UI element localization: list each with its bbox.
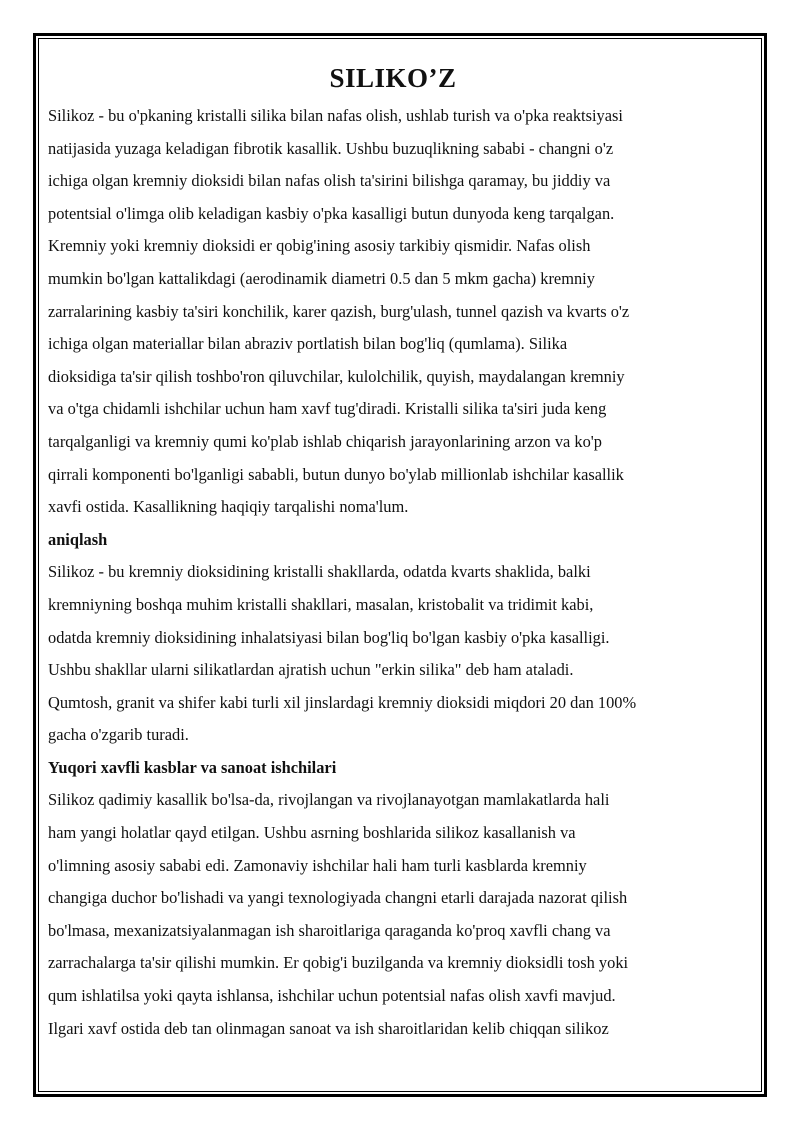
paragraph-line: mumkin bo'lgan kattalikdagi (aerodinamik diametri 0.5 dan 5 mkm gacha) kremniy [48, 268, 595, 288]
paragraph-line: bo'lmasa, mexanizatsiyalanmagan ish sharoitlariga qaraganda ko'proq xavfli chang va [48, 920, 611, 940]
paragraph-line: kremniyning boshqa muhim kristalli shakllari, masalan, kristobalit va tridimit kabi, [48, 594, 594, 614]
paragraph-line: ham yangi holatlar qayd etilgan. Ushbu asrning boshlarida silikoz kasallanish va [48, 823, 576, 843]
paragraph-intro [48, 100, 738, 524]
section-heading-definition: aniqlash [48, 529, 108, 549]
paragraph-line: tarqalganligi va kremniy qumi ko'plab ishlab chiqarish jarayonlarining arzon va ko'p [48, 431, 602, 451]
section-heading-occupations: Yuqori xavfli kasblar va sanoat ishchilari [48, 757, 337, 777]
document-body [48, 58, 738, 1045]
paragraph-line: natijasida yuzaga keladigan fibrotik kasallik. Ushbu buzuqlikning sababi - changni o'z [48, 138, 614, 158]
paragraph-line: zarrachalarga ta'sir qilishi mumkin. Er qobig'i buzilganda va kremniy dioksidli tosh yoki [48, 953, 629, 973]
paragraph-line: changiga duchor bo'lishadi va yangi texnologiyada changni etarli darajada nazorat qilish [48, 888, 628, 908]
paragraph-line: zarralarining kasbiy ta'siri konchilik, karer qazish, burg'ulash, tunnel qazish va kvarts o'z [48, 301, 630, 321]
paragraph-line: Silikoz - bu kremniy dioksidining kristalli shakllarda, odatda kvarts shaklida, balki [48, 562, 591, 582]
paragraph-line: Silikoz qadimiy kasallik bo'lsa-da, rivojlangan va rivojlanayotgan mamlakatlarda hali [48, 790, 610, 810]
paragraph-line: Silikoz - bu o'pkaning kristalli silika bilan nafas olish, ushlab turish va o'pka reaktsiyasi [48, 106, 623, 125]
paragraph-line: odatda kremniy dioksidining inhalatsiyasi bilan bog'liq bo'lgan kasbiy o'pka kasalligi. [48, 627, 610, 647]
paragraph-line: qirrali komponenti bo'lganligi sababli, butun dunyo bo'ylab millionlab ishchilar kasallik [48, 464, 624, 484]
paragraph-line: ichiga olgan materiallar bilan abraziv portlatish bilan bog'liq (qumlama). Silika [48, 334, 568, 354]
paragraph-line: o'limning asosiy sababi edi. Zamonaviy ishchilar hali ham turli kasblarda kremniy [48, 855, 587, 875]
paragraph-line: dioksidiga ta'sir qilish toshbo'ron qiluvchilar, kulolchilik, quyish, maydalangan kremniy [48, 366, 625, 386]
paragraph-line: Kremniy yoki kremniy dioksidi er qobig'ining asosiy tarkibiy qismidir. Nafas olish [48, 236, 591, 256]
paragraph-line: qum ishlatilsa yoki qayta ishlansa, ishchilar uchun potentsial nafas olish xavfi mavjud. [48, 986, 616, 1006]
document-title: SILIKO’Z [329, 63, 457, 93]
paragraph-occupations [48, 784, 738, 1045]
paragraph-line: xavfi ostida. Kasallikning haqiqiy tarqalishi noma'lum. [48, 497, 409, 517]
paragraph-line: gacha o'zgarib turadi. [48, 725, 189, 745]
paragraph-line: Ushbu shakllar ularni silikatlardan ajratish uchun "erkin silika" deb ham ataladi. [48, 660, 574, 680]
paragraph-line: Qumtosh, granit va shifer kabi turli xil jinslardagi kremniy dioksidi miqdori 20 dan 100% [48, 692, 637, 712]
paragraph-line: potentsial o'limga olib keladigan kasbiy o'pka kasalligi butun dunyoda keng tarqalgan. [48, 203, 615, 223]
paragraph-definition [48, 556, 738, 752]
paragraph-line: ichiga olgan kremniy dioksidi bilan nafas olish ta'sirini bilishga qaramay, bu jiddiy va [48, 171, 611, 191]
paragraph-line: va o'tga chidamli ishchilar uchun ham xavf tug'diradi. Kristalli silika ta'siri juda keng [48, 399, 607, 419]
paragraph-line: Ilgari xavf ostida deb tan olinmagan sanoat va ish sharoitlaridan kelib chiqqan silikoz [48, 1018, 609, 1038]
